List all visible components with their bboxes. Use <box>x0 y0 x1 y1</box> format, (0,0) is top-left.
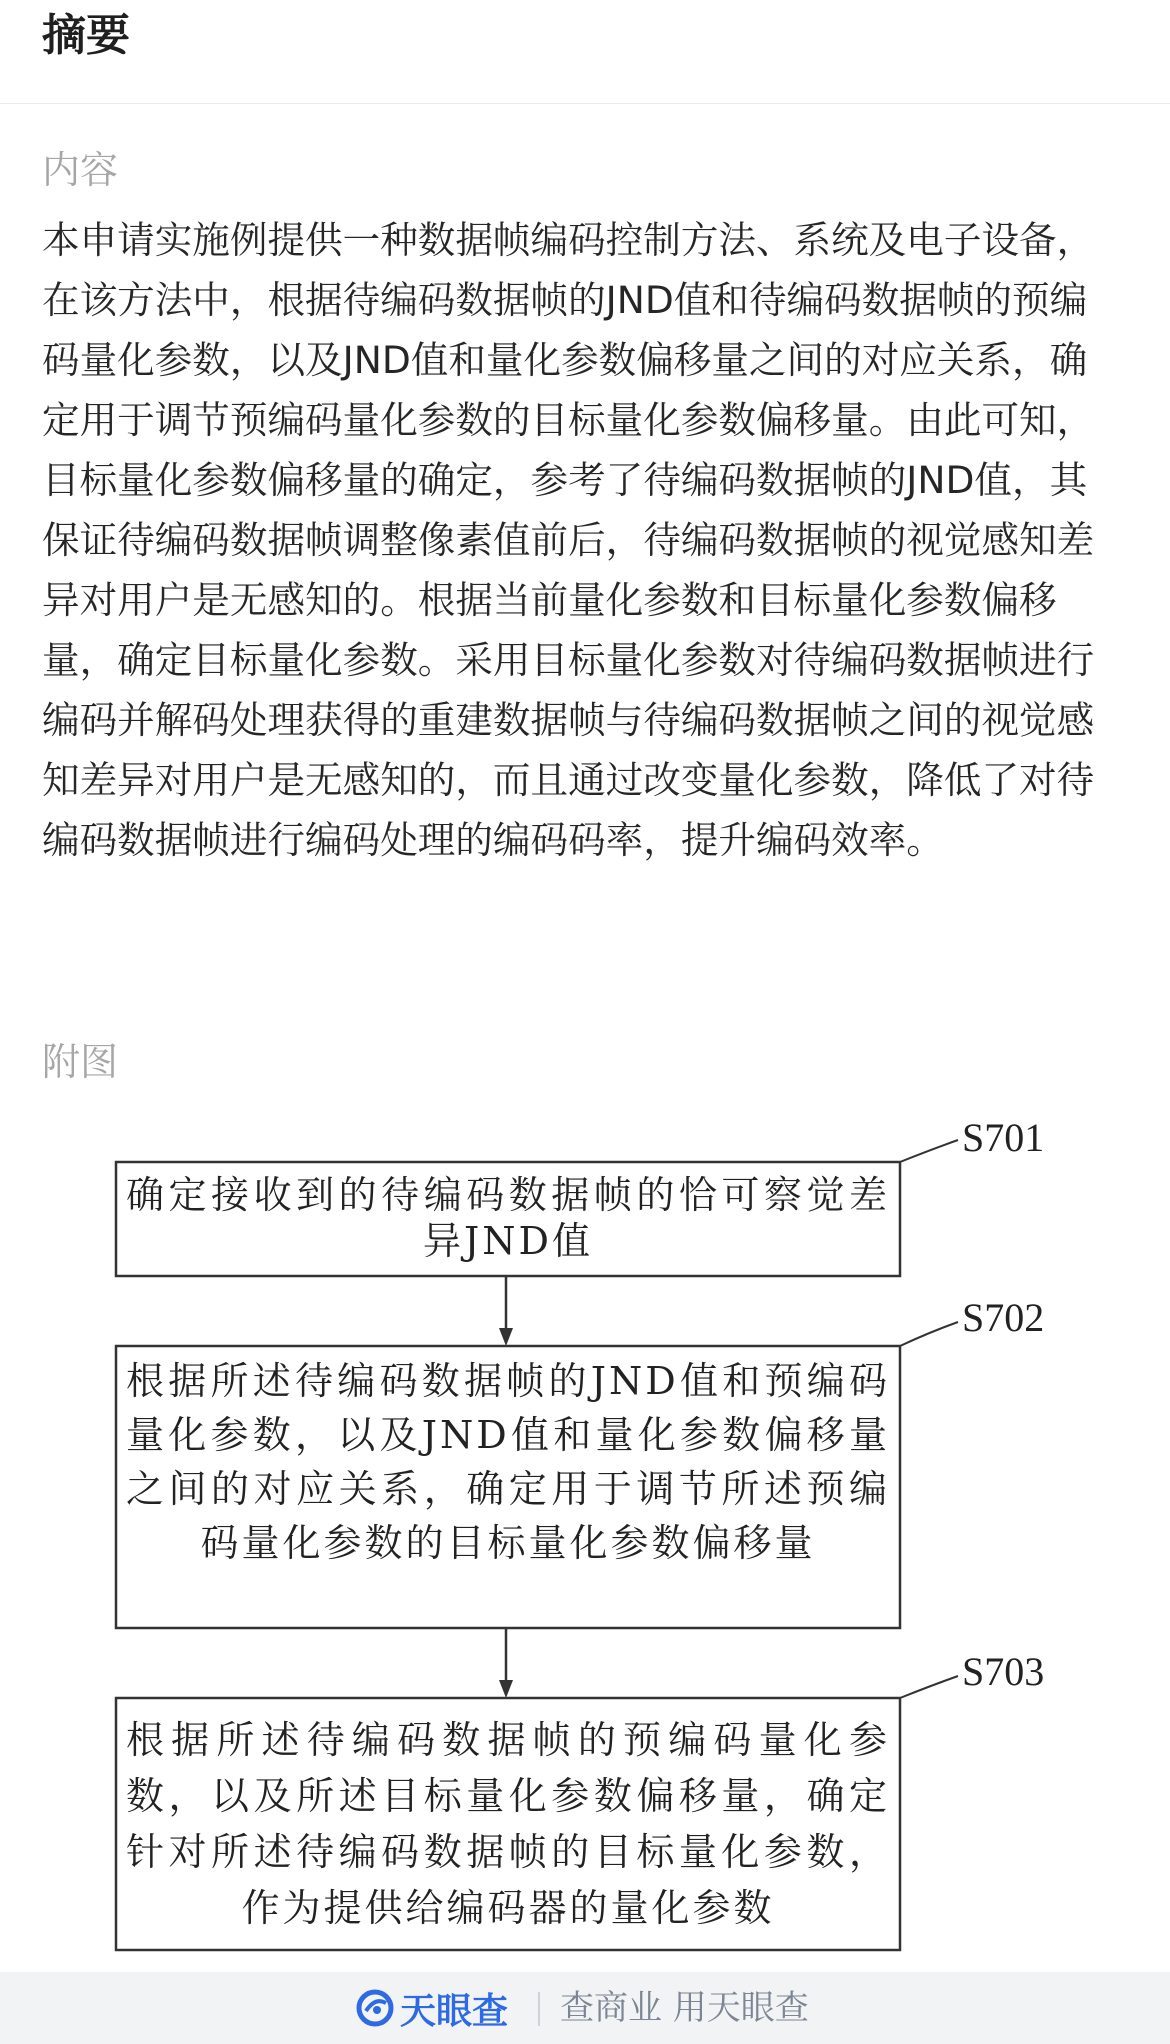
leader-s703 <box>900 1676 958 1698</box>
abstract-paragraph: 本申请实施例提供一种数据帧编码控制方法、系统及电子设备，在该方法中，根据待编码数据帧的JND值和待编码数据帧的预编码量化参数，以及JND值和量化参数偏移量之间的对应关系，确定用于调节预编码量化参数的目标量化参数偏移量。由此可知，目标量化参数偏移量的确定，参考了待编码数据帧的JND值，其保证待编码数据帧调整像素值前后，待编码数据帧的视觉感知差异对用户是无感知的。根据当前量化参数和目标量化参数偏移量，确定目标量化参数。采用目标量化参数对待编码数据帧进行编码并解码处理获得的重建数据帧与待编码数据帧之间的视觉感知差异对用户是无感知的，而且通过改变量化参数，降低了对待编码数据帧进行编码处理的编码码率，提升编码效率。 <box>42 218 1095 862</box>
step-text-s703: 根据所述待编码数据帧的预编码量化参数，以及所述目标量化参数偏移量，确定针对所述待编码数据帧的目标量化参数，作为提供给编码器的量化参数 <box>126 1718 890 1930</box>
flowchart-figure <box>0 1100 1170 1980</box>
leader-s702 <box>900 1322 958 1346</box>
footer-banner[interactable] <box>0 1972 1170 2044</box>
abstract-text <box>42 210 1112 870</box>
step-text-s702: 根据所述待编码数据帧的JND值和预编码量化参数，以及JND值和量化参数偏移量之间的对应关系，确定用于调节所述预编码量化参数的目标量化参数偏移量 <box>126 1359 890 1565</box>
step-label-s701: S701 <box>962 1115 1045 1160</box>
step-label-s702: S702 <box>962 1295 1045 1340</box>
step-label-s703: S703 <box>962 1649 1045 1694</box>
brand-name: 天眼查 <box>400 1990 509 2032</box>
footer-slogan: 查商业 用天眼查 <box>560 1988 809 2028</box>
page-header <box>0 0 1170 104</box>
brand[interactable] <box>356 1984 508 2032</box>
content-section-label: 内容 <box>42 148 119 192</box>
figure-section-label: 附图 <box>42 1040 119 1084</box>
arrowhead-s702 <box>499 1328 513 1346</box>
page-title: 摘要 <box>42 10 130 61</box>
footer-divider <box>538 1992 540 2026</box>
tianyancha-logo-icon <box>356 1989 394 2027</box>
arrowhead-s703 <box>499 1680 513 1698</box>
step-text-s701: 确定接收到的待编码数据帧的恰可察觉差异JND值 <box>126 1173 890 1263</box>
leader-s701 <box>900 1140 958 1162</box>
